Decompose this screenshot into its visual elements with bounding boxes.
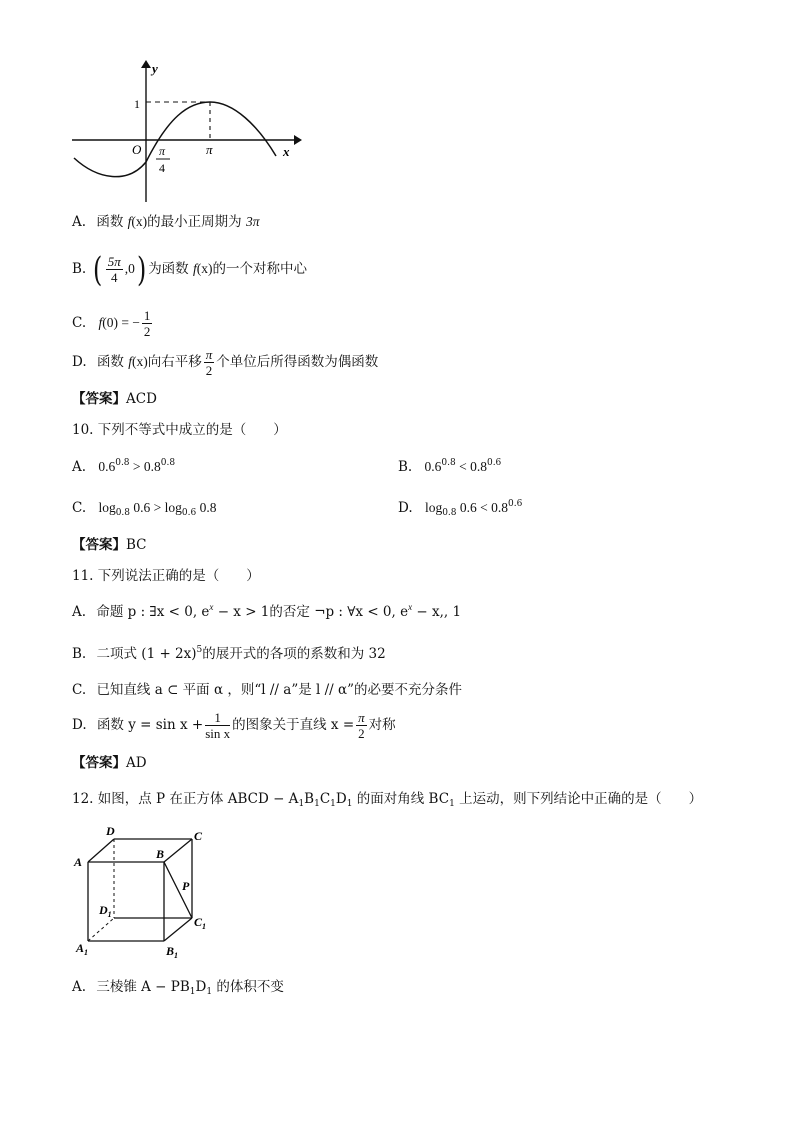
label-D1: $D_1$ [99,903,112,919]
edge-A1D1-hidden [88,918,114,941]
answer-9: 【答案】ACD [72,391,157,407]
q12-option-a: A. 三棱锥 $A - PB_1D_1$ 的体积不变 [72,979,284,997]
pi4-num: π [159,144,166,158]
q10-stem: 10. 下列不等式中成立的是（ ） [72,422,287,438]
q11-option-c: C. 已知直线 a ⊂ 平面 α ，则“l // a”是 l // α”的必要不充分条件 [72,682,463,698]
q10-option-b: B. $0.6^{0.8} < 0.8^{0.6}$ [398,458,502,475]
sine-graph [68,58,308,206]
label-C: C [194,829,203,843]
q9-option-c: C. f(0) = − $\frac{1}{2}$ [72,308,151,339]
q9-option-d: D. 函数 f(x)向右平移 $\frac{\pi}{2}$ 个单位后所得函数为偶函数 [72,347,379,378]
q12-stem: 12. 如图，点 P 在正方体 ABCD − $A_1B_1C_1D_1$ 的面对角线 $BC_1$ 上运动，则下列结论中正确的是（ ） [72,791,703,809]
one-label: 1 [134,97,140,111]
origin-label: O [132,142,142,157]
answer-10: 【答案】BC [72,537,147,553]
edge-AD [88,839,114,862]
x-axis-label: x [283,144,290,159]
label-C1: $C_1$ [194,915,207,931]
q11-option-d: D. 函数 y = sin x + $\frac{1}{\text{sin x}}$ 的图象关于直线 x = $\frac{\pi}{2}$ 对称 [72,710,396,741]
q10-option-c: C. $\log_{0.8} 0.6 > \log_{0.6} 0.8$ [72,500,217,518]
q9-option-b: B. ( $\frac{5\pi}{4}$ ,0) 为函数 f(x)的一个对称中心 [72,249,307,290]
label-B1: $B_1$ [166,944,179,960]
pi4-den: 4 [159,161,165,175]
label-B: B [156,847,165,861]
edge-BC [164,839,192,862]
label-P: P [182,879,190,893]
label-D: D [106,824,115,838]
q11-option-a: A. 命题 p : ∃x < 0, $e^x - x > 1$的否定 ¬p : ∀x < 0, $e^x - x$,, 1 [72,602,462,620]
pi-label: π [206,142,213,157]
left-paren: ( [92,249,102,290]
edge-B1C1 [164,918,192,941]
x-axis-arrow [294,135,302,145]
label-A: A [74,855,83,869]
q10-option-a: A. $0.6^{0.8} > 0.8^{0.8}$ [72,458,176,475]
y-axis-arrow [141,60,151,68]
q9-option-a: A. 函数 f(x)的最小正周期为 3π [72,214,260,230]
right-paren: ) [136,249,147,290]
cube-figure [70,822,220,962]
q10-option-d: D. $\log_{0.8} 0.6 < 0.8^{0.6}$ [398,499,523,518]
answer-11: 【答案】AD [72,755,147,771]
q11-stem: 11. 下列说法正确的是（ ） [72,568,260,584]
y-axis-label: y [152,61,158,76]
label-A1: $A_1$ [76,941,89,957]
q11-option-b: B. 二项式 $(1 + 2x)^5$的展开式的各项的系数和为 32 [72,645,386,662]
